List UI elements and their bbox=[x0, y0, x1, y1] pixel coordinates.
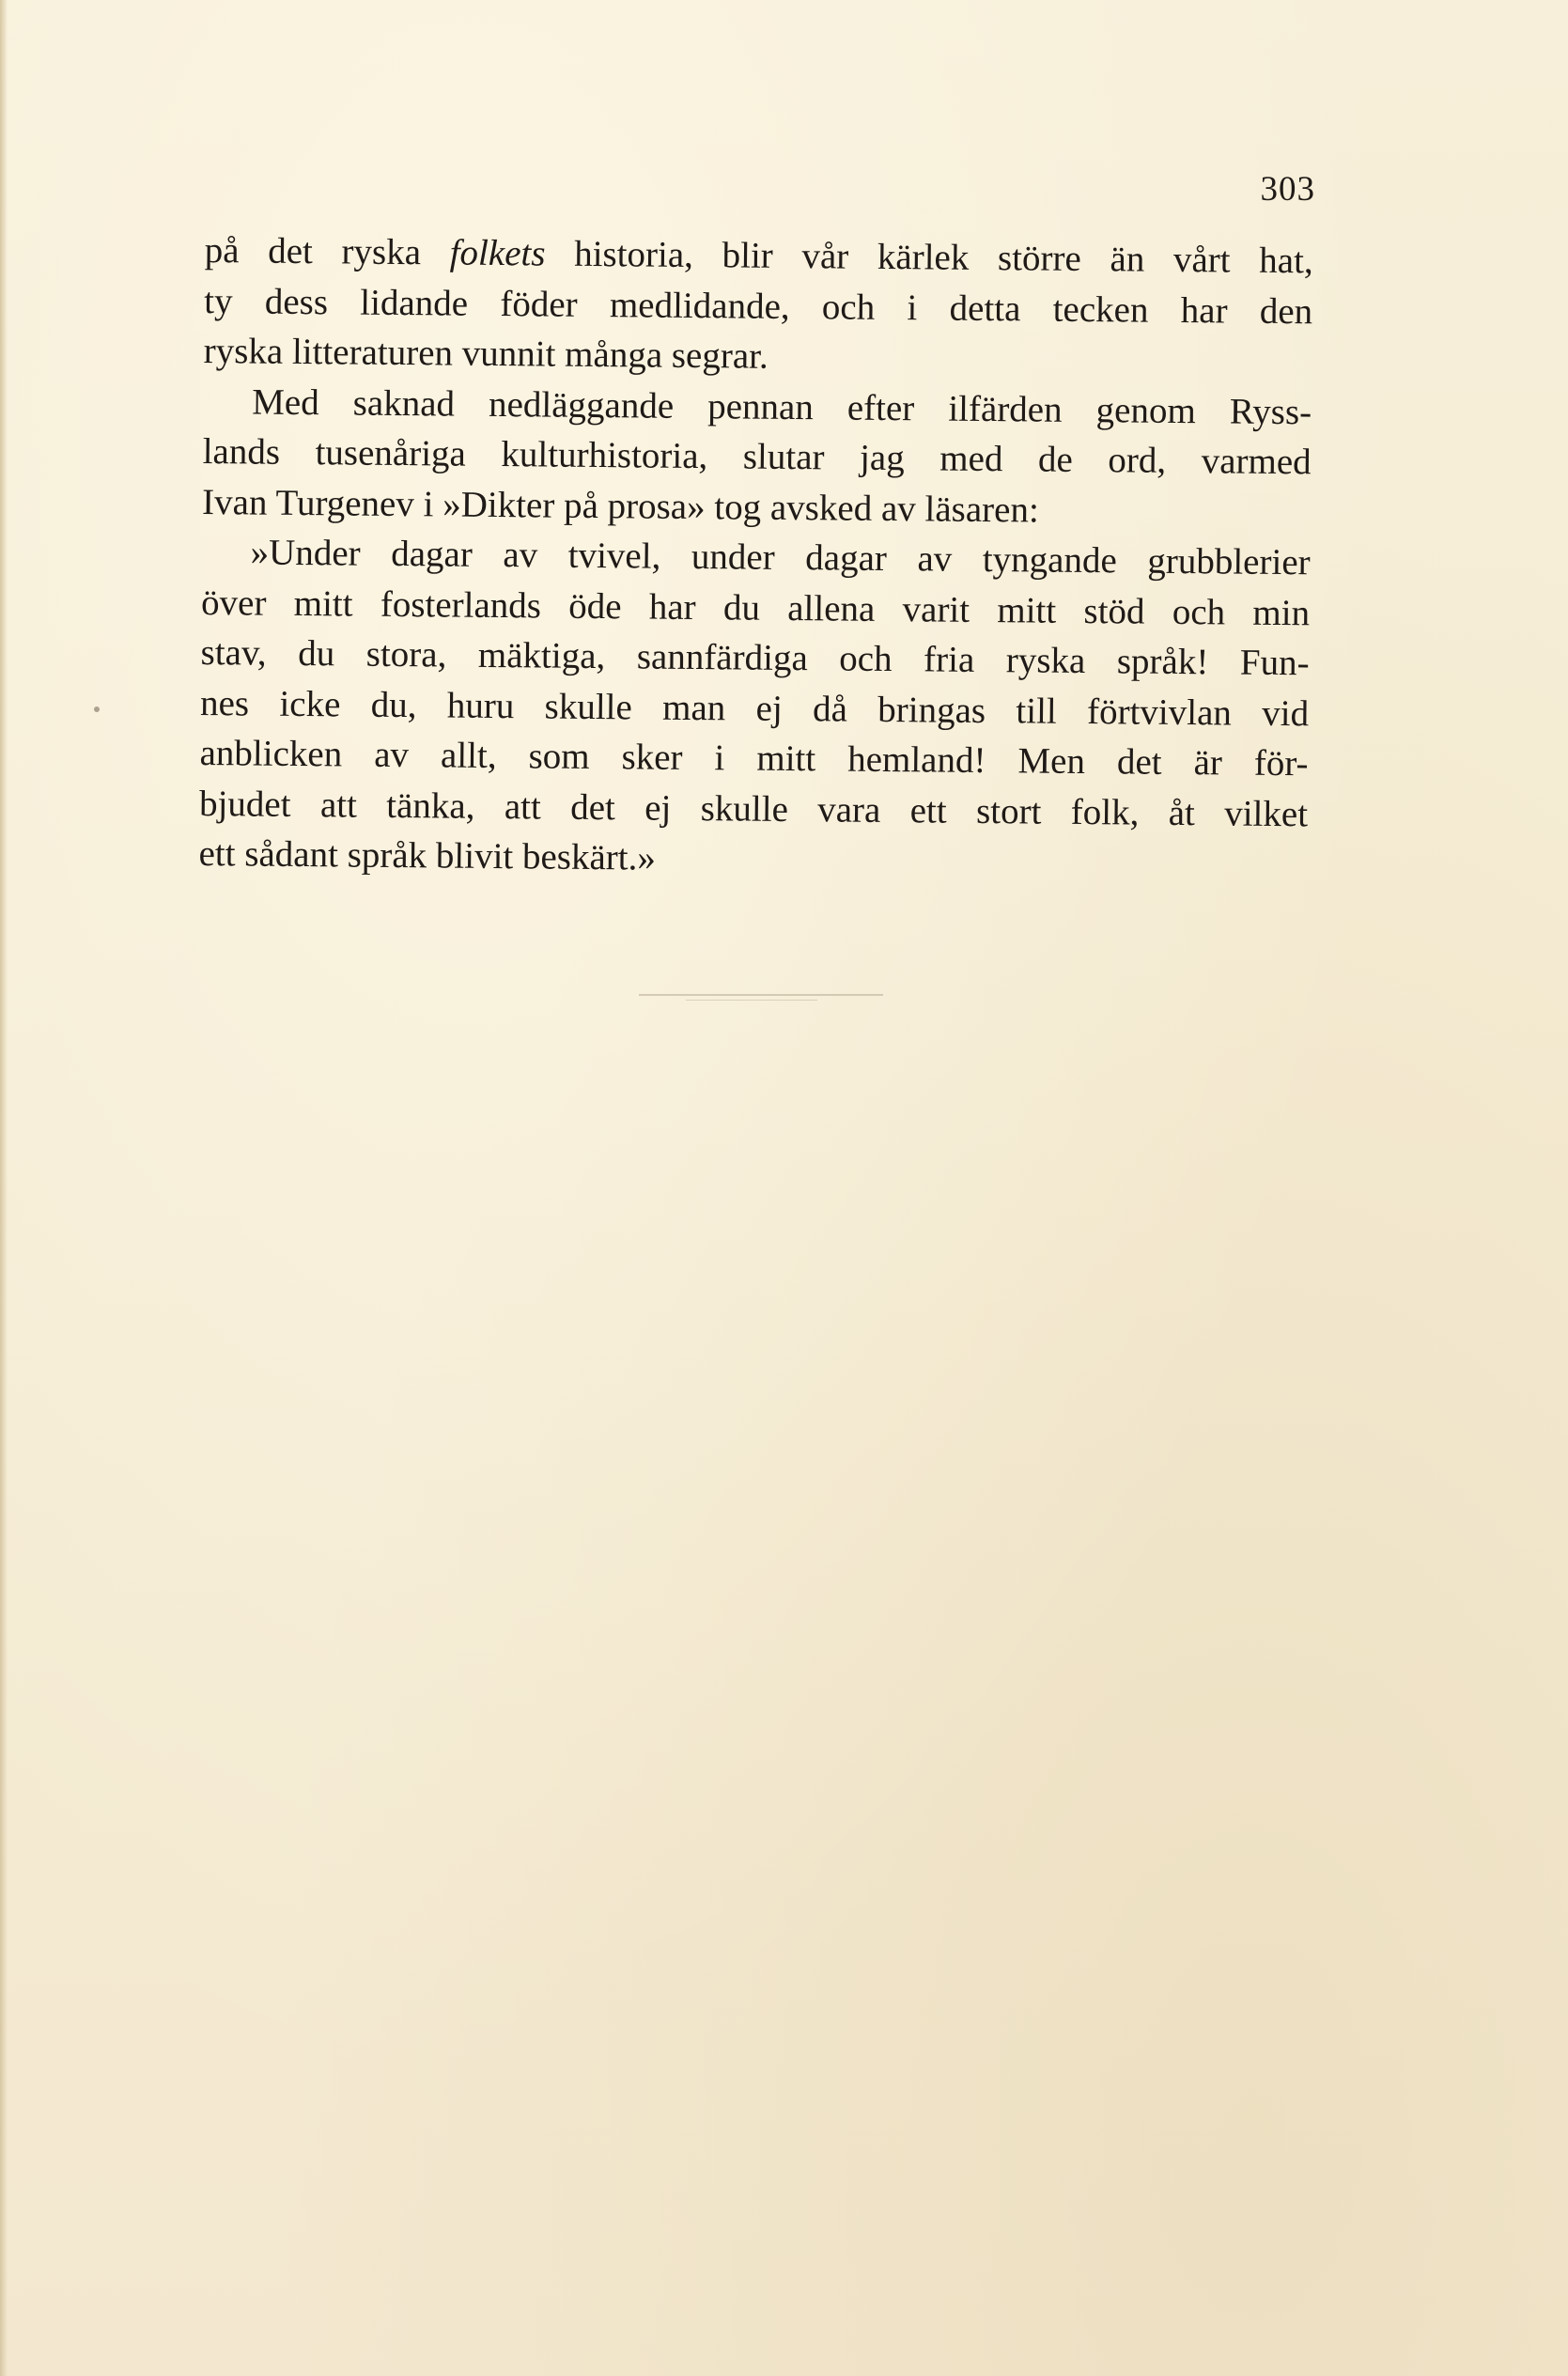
paper-speck bbox=[94, 707, 100, 712]
text-line-8: över mitt fosterlands öde har du allena varit mitt stöd och min bbox=[200, 582, 1311, 633]
page-edge-shadow bbox=[0, 0, 8, 2376]
page-number: 303 bbox=[1260, 170, 1315, 209]
text-line-1-end: historia, blir vår kärlek större än vårt hat, bbox=[545, 233, 1313, 282]
end-rule-underline bbox=[686, 1000, 817, 1001]
text-line-9: stav, du stora, mäktiga, sannfärdiga och fria ryska språk! Fun- bbox=[200, 631, 1310, 684]
body-text bbox=[198, 225, 1313, 890]
text-line-2: ty dess lidande föder medlidande, och i detta tecken har den bbox=[204, 280, 1313, 332]
emphasized-word: folkets bbox=[449, 232, 546, 274]
end-rule bbox=[639, 994, 883, 996]
text-line-12: bjudet att tänka, att det ej skulle vara ett stort folk, åt vilket bbox=[198, 783, 1309, 834]
text-line-10: nes icke du, huru skulle man ej då bringas till förtvivlan vid bbox=[199, 682, 1310, 734]
text-line-6: Ivan Turgenev i »Dikter på prosa» tog avsked av läsaren: bbox=[201, 481, 1040, 531]
text-line-3: ryska litteraturen vunnit många segrar. bbox=[203, 330, 768, 377]
text-line-4: Med saknad nedläggande pennan efter ilfärden genom Ryss- bbox=[251, 380, 1312, 432]
text-line-7: »Under dagar av tvivel, under dagar av tyngande grubblerier bbox=[250, 532, 1311, 583]
text-line-13: ett sådant språk blivit beskärt.» bbox=[198, 832, 657, 878]
text-line-5: lands tusenåriga kulturhistoria, slutar jag med de ord, varmed bbox=[202, 430, 1312, 483]
text-line-11: anblicken av allt, som sker i mitt hemland! Men det är för- bbox=[199, 732, 1309, 784]
text-line-1-start: på det ryska bbox=[204, 229, 450, 273]
